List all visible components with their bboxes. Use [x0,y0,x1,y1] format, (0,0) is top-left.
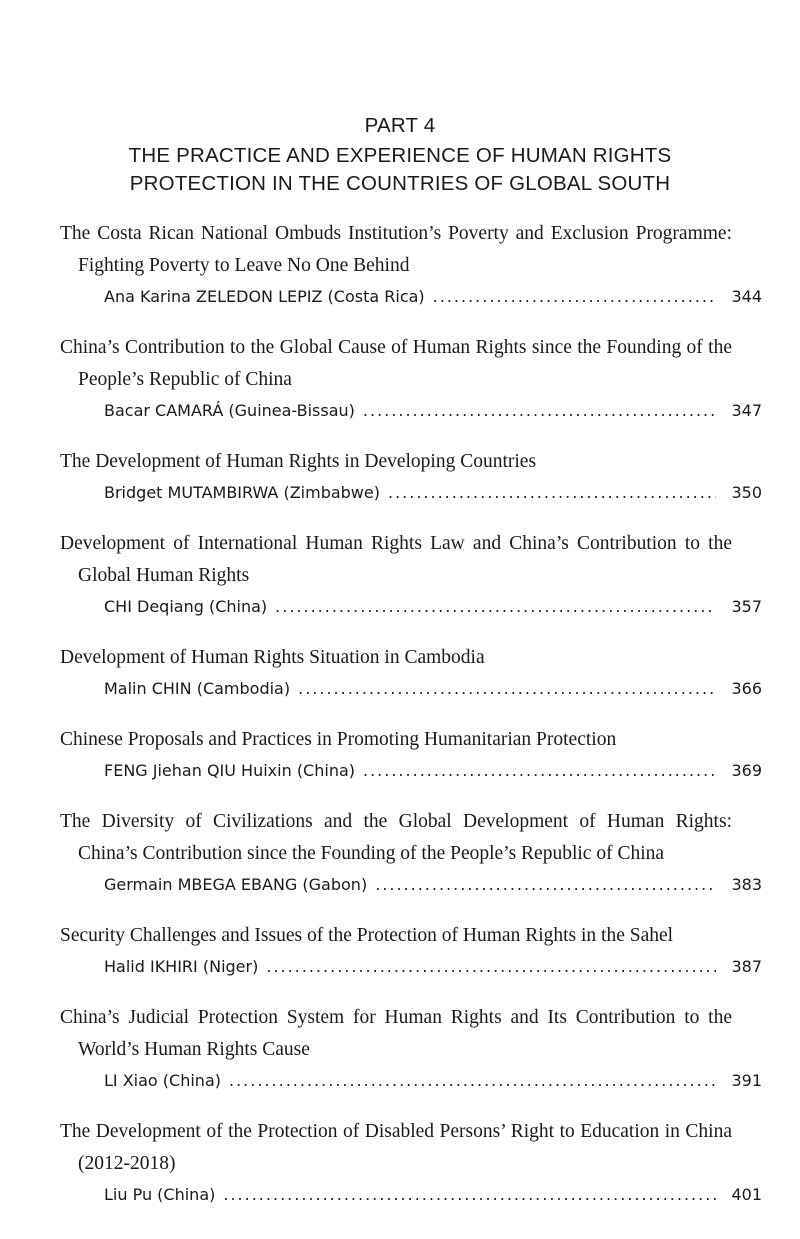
entry-page-number: 347 [731,401,762,420]
entry-author-line [60,1180,762,1210]
entry-author: Liu Pu (China) [104,1185,216,1204]
entry-page-number: 401 [731,1185,762,1204]
toc-entry[interactable] [60,642,762,704]
entry-title: Security Challenges and Issues of the Protection of Human Rights in the Sahel [60,925,674,946]
toc-entry[interactable] [60,218,762,312]
entry-title: The Costa Rican National Ombuds Institution’s Poverty and Exclusion Programme: Fighting Poverty to Leave No One Behind [60,223,732,276]
part-number: PART 4 [364,114,436,137]
entry-title: China’s Judicial Protection System for Human Rights and Its Contribution to the World’s Human Rights Cause [60,1007,732,1060]
dot-leader [229,1066,716,1096]
entry-author: Bridget MUTAMBIRWA (Zimbabwe) [104,483,380,502]
table-of-contents [60,218,762,1210]
dot-leader [363,396,716,426]
dot-leader [388,478,716,508]
entry-page-number: 366 [731,679,762,698]
toc-entry[interactable] [60,528,762,622]
entry-author-line [60,282,762,312]
toc-entry[interactable] [60,446,762,508]
toc-entry[interactable] [60,806,762,900]
part-title-line-1: THE PRACTICE AND EXPERIENCE OF HUMAN RIGHTS [128,144,672,167]
dot-leader [363,756,716,786]
entry-author: Ana Karina ZELEDON LEPIZ (Costa Rica) [104,287,425,306]
entry-title: China’s Contribution to the Global Cause of Human Rights since the Founding of the People’s Republic of China [60,337,732,390]
entry-author: CHI Deqiang (China) [104,597,268,616]
entry-author-line [60,592,762,622]
entry-author: LI Xiao (China) [104,1071,221,1090]
entry-title: Chinese Proposals and Practices in Promoting Humanitarian Protection [60,729,617,750]
entry-author-line [60,870,762,900]
entry-author-line [60,756,762,786]
entry-page-number: 357 [731,597,762,616]
entry-author-line [60,478,762,508]
entry-page-number: 369 [731,761,762,780]
entry-author-line [60,396,762,426]
toc-entry[interactable] [60,332,762,426]
part-header [0,112,800,198]
entry-author-line [60,1066,762,1096]
entry-author: Bacar CAMARÁ (Guinea-Bissau) [104,401,355,420]
toc-entry[interactable] [60,1116,762,1210]
entry-author: Malin CHIN (Cambodia) [104,679,291,698]
entry-title: The Diversity of Civilizations and the Global Development of Human Rights: China’s Contribution since the Founding of the People’s Republic of China [60,811,732,864]
dot-leader [298,674,716,704]
entry-page-number: 383 [731,875,762,894]
dot-leader [275,592,716,622]
entry-author-line [60,952,762,982]
entry-title: The Development of the Protection of Disabled Persons’ Right to Education in China (2012-2018) [60,1121,732,1174]
dot-leader [223,1180,716,1210]
entry-author: FENG Jiehan QIU Huixin (China) [104,761,355,780]
dot-leader [433,282,716,312]
entry-author: Halid IKHIRI (Niger) [104,957,259,976]
entry-page-number: 344 [731,287,762,306]
toc-entry[interactable] [60,724,762,786]
entry-title: Development of Human Rights Situation in Cambodia [60,647,485,668]
entry-title: The Development of Human Rights in Developing Countries [60,451,537,472]
entry-author-line [60,674,762,704]
entry-author: Germain MBEGA EBANG (Gabon) [104,875,368,894]
entry-title: Development of International Human Rights Law and China’s Contribution to the Global Human Rights [60,533,732,586]
entry-page-number: 350 [731,483,762,502]
toc-entry[interactable] [60,920,762,982]
part-title-line-2: PROTECTION IN THE COUNTRIES OF GLOBAL SOUTH [129,172,671,195]
dot-leader [266,952,716,982]
toc-entry[interactable] [60,1002,762,1096]
entry-page-number: 387 [731,957,762,976]
entry-page-number: 391 [731,1071,762,1090]
dot-leader [375,870,716,900]
